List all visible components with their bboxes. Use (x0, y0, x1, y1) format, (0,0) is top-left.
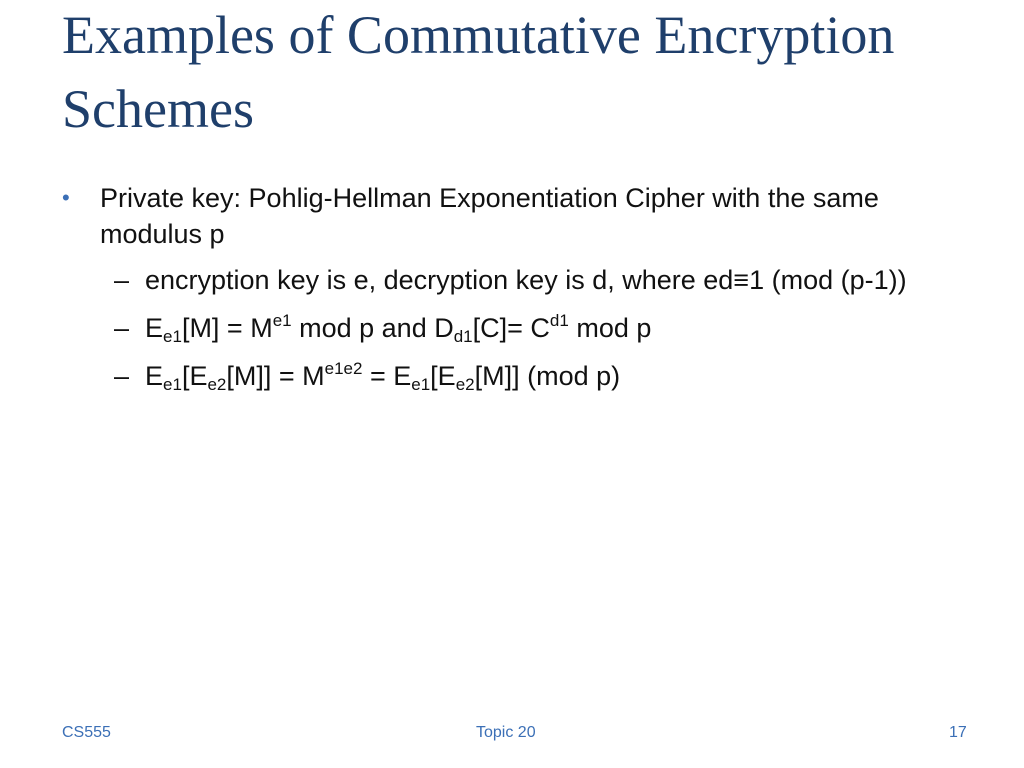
superscript-e1e2: e1e2 (324, 359, 363, 378)
superscript-d1: d1 (549, 311, 569, 330)
math-t4: [E (430, 361, 456, 391)
math-E: E (145, 313, 164, 343)
math-part1: [M] = M (181, 313, 273, 343)
math-part2: mod p and D (291, 313, 454, 343)
subbullet-text-b: 1 (mod (p-1)) (749, 265, 907, 295)
equiv-symbol: ≡ (733, 265, 750, 295)
math-t3: = E (362, 361, 412, 391)
superscript-e1: e1 (272, 311, 292, 330)
math-t5: [M]] (mod p) (474, 361, 621, 391)
slide-title: Examples of Commutative Encryption Schemes (62, 5, 895, 139)
math-t2: [M]] = M (226, 361, 325, 391)
math-t1: [E (181, 361, 208, 391)
footer-page-number: 17 (949, 724, 967, 741)
subscript-s1: e1 (163, 375, 182, 394)
footer-topic: Topic 20 (476, 724, 536, 741)
subbullet-enc-dec (62, 308, 962, 348)
dash-icon: – (114, 313, 130, 343)
subscript-s2: e2 (207, 375, 227, 394)
math-part3: [C]= C (472, 313, 550, 343)
subbullet-commutative (62, 356, 962, 396)
dash-icon: – (114, 265, 130, 295)
math-E1: E (145, 361, 164, 391)
footer-course: CS555 (62, 724, 111, 741)
math-part4: mod p (568, 313, 652, 343)
bullet-text: Private key: Pohlig-Hellman Exponentiation Cipher with the same modulus p (100, 183, 879, 249)
subbullet-keys (62, 260, 962, 300)
bullet-icon: • (62, 185, 70, 210)
slide-body (62, 180, 962, 404)
subscript-s3: e1 (411, 375, 431, 394)
bullet-pohlig-hellman (62, 180, 962, 252)
subscript-s4: e2 (455, 375, 475, 394)
subbullet-text-a: encryption key is e, decryption key is d, where ed (145, 265, 734, 295)
subscript-e1: e1 (163, 327, 182, 346)
dash-icon: – (114, 361, 130, 391)
subscript-d1: d1 (453, 327, 473, 346)
